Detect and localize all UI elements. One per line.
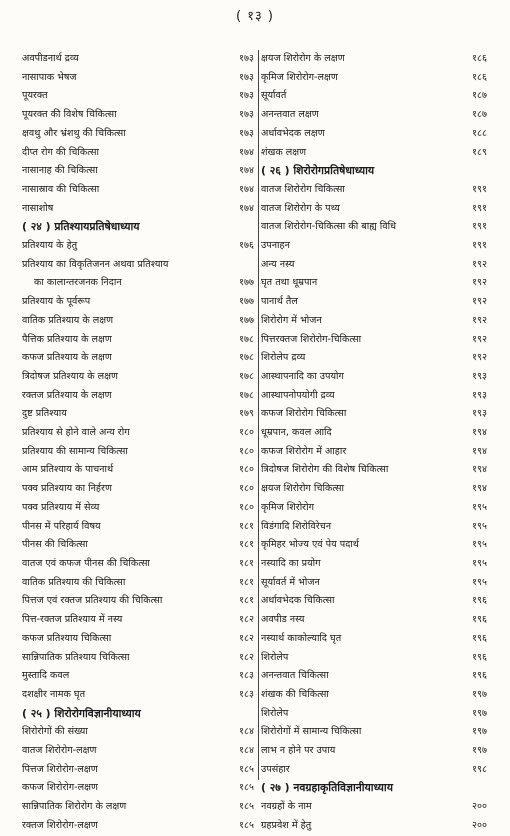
- entry-page-number: २००: [472, 819, 487, 831]
- entry-title: पित्तरक्तज शिरोरोग-चिकित्सा: [261, 333, 362, 345]
- entry-page-number: १७३: [239, 90, 254, 102]
- entry-title: सान्निपातिक प्रतिश्याय चिकित्सा: [22, 651, 130, 663]
- entry-page-number: १९१: [472, 202, 487, 214]
- entry-title: कफज प्रतिश्याय चिकित्सा: [22, 632, 112, 644]
- toc-entry: [261, 181, 491, 200]
- entry-page-number: १८०: [239, 501, 254, 513]
- entry-title: प्रतिश्याय के पूर्वरूप: [22, 296, 91, 308]
- entry-page-number: १७८: [239, 389, 254, 401]
- toc-entry: [261, 499, 491, 518]
- toc-entry: [261, 443, 491, 462]
- toc-entry: [261, 798, 491, 817]
- toc-entry: [22, 723, 258, 742]
- toc-entry: [22, 817, 258, 836]
- toc-entry: [22, 761, 258, 780]
- toc-entry: [261, 686, 491, 705]
- entry-title: नवग्रहों के नाम: [261, 801, 312, 813]
- entry-page-number: १७३: [239, 53, 254, 64]
- toc-entry: [261, 237, 491, 256]
- entry-title: कफज शिरोरोग चिकित्सा: [261, 408, 347, 420]
- entry-page-number: १९१: [472, 240, 487, 252]
- toc-entry: [261, 649, 491, 668]
- entry-page-number: १७४: [239, 202, 254, 214]
- toc-entry: [22, 125, 258, 144]
- entry-page-number: १८१: [239, 576, 254, 588]
- toc-entry: [22, 69, 258, 88]
- toc-entry: [261, 723, 491, 742]
- entry-title: आस्थापनोपयोगी द्रव्य: [261, 389, 335, 401]
- entry-title: कृमिहर भोज्य एवं पेय पदार्थ: [261, 539, 359, 551]
- toc-entry: [22, 555, 258, 574]
- entry-title: अर्धावभेदक लक्षण: [261, 127, 325, 139]
- toc-entry: [261, 331, 491, 350]
- toc-entry: [22, 536, 258, 555]
- toc-entry: [22, 611, 258, 630]
- entry-title: का कालान्तरजनक निदान: [34, 277, 122, 289]
- entry-page-number: १८९: [472, 146, 487, 158]
- entry-title: आम प्रतिश्याय के पाचनार्थ: [22, 464, 114, 476]
- entry-page-number: १७३: [239, 71, 254, 83]
- entry-page-number: १९५: [472, 501, 487, 513]
- toc-entry: [261, 761, 491, 780]
- toc-entry: [22, 387, 258, 406]
- entry-page-number: १७८: [239, 352, 254, 364]
- entry-page-number: १९४: [472, 445, 487, 457]
- toc-entry: [261, 817, 491, 836]
- entry-title: पूयरक्त: [22, 90, 48, 102]
- entry-title: उपसंहार: [261, 763, 290, 775]
- toc-entry: [261, 574, 491, 593]
- toc-entry: [22, 742, 258, 761]
- toc-entry: [261, 312, 491, 331]
- entry-page-number: १८१: [239, 557, 254, 569]
- entry-title: ( २५ ) शिरोरोगविज्ञानीयाध्याय: [22, 706, 141, 720]
- entry-title: वातज एवं कफज पीनस की चिकित्सा: [22, 557, 150, 569]
- chapter-heading: [261, 162, 491, 181]
- entry-title: दीप्त रोग की चिकित्सा: [22, 146, 99, 158]
- toc-entry: [22, 424, 258, 443]
- toc-entry: [261, 125, 491, 144]
- entry-page-number: १९२: [472, 333, 487, 345]
- entry-page-number: १९६: [472, 651, 487, 663]
- entry-page-number: १७९: [239, 408, 254, 420]
- entry-title: त्रिदोषज शिरोरोग की विशेष चिकित्सा: [261, 464, 389, 476]
- entry-title: ( २६ ) शिरोरोगप्रतिषेधाध्याय: [261, 164, 375, 178]
- entry-title: विडंगादि शिरोविरेचन: [261, 520, 332, 532]
- entry-title: वातिक प्रतिश्याय की चिकित्सा: [22, 576, 126, 588]
- entry-title: पक्व प्रतिश्याय का निर्हरण: [22, 483, 112, 495]
- entry-title: अर्धावभेदक चिकित्सा: [261, 595, 335, 607]
- chapter-heading: [22, 705, 258, 724]
- entry-page-number: १७४: [239, 165, 254, 177]
- entry-title: पक्व प्रतिश्याय में सेव्य: [22, 501, 100, 513]
- entry-page-number: १८३: [239, 688, 254, 700]
- entry-title: दशक्षीर नामक घृत: [22, 688, 86, 700]
- entry-title: शिरोलेप द्रव्य: [261, 352, 306, 364]
- entry-page-number: १८३: [239, 670, 254, 682]
- entry-title: शंखक लक्षण: [261, 146, 307, 158]
- toc-entry: [22, 274, 258, 293]
- entry-title: प्रतिश्याय से होने वाले अन्य रोग: [22, 427, 130, 439]
- toc-entry: [22, 144, 258, 163]
- entry-page-number: १९२: [472, 258, 487, 270]
- entry-title: शिरोलेप: [261, 651, 289, 663]
- chapter-heading: [22, 218, 258, 237]
- entry-title: कृमिज शिरोरोग: [261, 501, 314, 513]
- toc-entry: [22, 106, 258, 125]
- entry-page-number: १७८: [239, 333, 254, 345]
- toc-entry: [261, 405, 491, 424]
- toc-entry: [261, 87, 491, 106]
- toc-entry: [261, 611, 491, 630]
- toc-entry: [261, 461, 491, 480]
- entry-page-number: १७६: [239, 240, 254, 252]
- entry-page-number: १९७: [472, 688, 487, 700]
- entry-title: वातज शिरोरोग के पथ्य: [261, 202, 340, 214]
- entry-page-number: १८४: [239, 726, 254, 738]
- entry-title: ( २७ ) नवग्रहाकृतिविज्ञानीयाध्याय: [261, 781, 393, 795]
- toc-entry: [22, 686, 258, 705]
- entry-page-number: १८६: [472, 71, 487, 83]
- entry-page-number: १८२: [239, 614, 254, 626]
- entry-page-number: १९४: [472, 464, 487, 476]
- entry-page-number: १९७: [472, 726, 487, 738]
- toc-entry: [22, 480, 258, 499]
- entry-title: पित्तज शिरोरोग-लक्षण: [22, 763, 98, 775]
- entry-title: घृत तथा धूम्रपान: [261, 277, 318, 289]
- entry-page-number: १९५: [472, 520, 487, 532]
- entry-page-number: १८२: [239, 632, 254, 644]
- entry-page-number: १९५: [472, 557, 487, 569]
- toc-entry: [22, 87, 258, 106]
- toc-entry: [261, 667, 491, 686]
- toc-entry: [22, 779, 258, 798]
- entry-title: नासापाक भेषज: [22, 71, 77, 83]
- entry-page-number: १८१: [239, 539, 254, 551]
- entry-page-number: १९४: [472, 483, 487, 495]
- toc-entry: [261, 69, 491, 88]
- entry-page-number: १९७: [472, 745, 487, 757]
- toc-entry: [22, 331, 258, 350]
- entry-page-number: १९२: [472, 277, 487, 289]
- toc-entry: [261, 387, 491, 406]
- entry-title: पीनस में परिहार्य विषय: [22, 520, 101, 532]
- toc-entry: [22, 518, 258, 537]
- toc-entry: [261, 630, 491, 649]
- entry-title: वातज शिरोरोग-चिकित्सा की बाह्य विधि: [261, 221, 397, 233]
- toc-entry: [261, 480, 491, 499]
- entry-title: शिरोलेप: [261, 707, 289, 719]
- entry-title: अनन्तवात लक्षण: [261, 109, 319, 121]
- toc-entry: [261, 592, 491, 611]
- toc-entry: [261, 705, 491, 724]
- toc-entry: [261, 274, 491, 293]
- entry-page-number: १८४: [239, 745, 254, 757]
- entry-title: कफज शिरोरोग में आहार: [261, 445, 347, 457]
- entry-page-number: १७४: [239, 146, 254, 158]
- toc-left-column: [22, 50, 259, 831]
- toc-entry: [261, 518, 491, 537]
- entry-title: सूर्यावर्त: [261, 90, 287, 102]
- entry-page-number: १८१: [239, 595, 254, 607]
- entry-title: दुष्ट प्रतिश्याय: [22, 408, 67, 420]
- entry-title: अवपीडनार्थ द्रव्य: [22, 53, 79, 64]
- entry-title: शंखक की चिकित्सा: [261, 688, 329, 700]
- entry-title: कृमिज शिरोरोग-लक्षण: [261, 71, 338, 83]
- entry-page-number: १९२: [472, 352, 487, 364]
- toc-entry: [22, 499, 258, 518]
- toc-entry: [22, 293, 258, 312]
- entry-title: क्षयज शिरोरोग के लक्षण: [261, 53, 345, 64]
- entry-page-number: १९६: [472, 595, 487, 607]
- entry-page-number: १८७: [472, 90, 487, 102]
- toc-entry: [22, 592, 258, 611]
- entry-page-number: १९३: [472, 370, 487, 382]
- entry-page-number: १९४: [472, 427, 487, 439]
- toc-entry: [261, 536, 491, 555]
- entry-page-number: १७७: [239, 277, 254, 289]
- page-number: ( १३ ): [236, 9, 274, 24]
- entry-page-number: १७७: [239, 314, 254, 326]
- entry-page-number: १७४: [239, 183, 254, 195]
- entry-page-number: २००: [472, 801, 487, 813]
- entry-page-number: १९१: [472, 183, 487, 195]
- entry-title: पैत्तिक प्रतिश्याय के लक्षण: [22, 333, 112, 345]
- toc-entry: [22, 443, 258, 462]
- entry-page-number: १८६: [472, 53, 487, 64]
- entry-title: कफज प्रतिश्याय के लक्षण: [22, 352, 112, 364]
- entry-title: नस्यादि का प्रयोग: [261, 557, 321, 569]
- toc-entry: [22, 405, 258, 424]
- entry-page-number: १७८: [239, 370, 254, 382]
- entry-title: पूयरक्त की विशेष चिकित्सा: [22, 109, 117, 121]
- entry-title: वातज शिरोरोग चिकित्सा: [261, 183, 345, 195]
- toc-entry: [261, 424, 491, 443]
- entry-page-number: १८२: [239, 651, 254, 663]
- entry-title: रक्तज प्रतिश्याय के लक्षण: [22, 389, 112, 401]
- toc-entry: [22, 667, 258, 686]
- toc-entry: [22, 162, 258, 181]
- entry-title: पित्त-रक्तज प्रतिश्याय में नस्य: [22, 614, 123, 626]
- toc-entry: [22, 649, 258, 668]
- entry-title: वातिक प्रतिश्याय के लक्षण: [22, 314, 114, 326]
- toc-entry: [261, 50, 491, 69]
- entry-title: नस्यार्थ काकोल्यादि घृत: [261, 632, 342, 644]
- entry-page-number: १८१: [239, 520, 254, 532]
- entry-page-number: १८५: [239, 801, 254, 813]
- entry-title: नासानाह की चिकित्सा: [22, 165, 98, 177]
- entry-title: प्रतिश्याय का विकृतिजनन अथवा प्रतिश्याय: [22, 258, 169, 270]
- entry-title: त्रिदोषज प्रतिश्याय के लक्षण: [22, 370, 118, 382]
- toc-entry: [261, 742, 491, 761]
- entry-page-number: १८७: [472, 109, 487, 121]
- chapter-heading: [261, 779, 491, 798]
- toc-entry: [261, 368, 491, 387]
- toc-entry: [22, 630, 258, 649]
- toc-entry: [261, 200, 491, 219]
- entry-page-number: १८८: [472, 127, 487, 139]
- entry-page-number: १८५: [239, 782, 254, 794]
- toc-entry: [22, 312, 258, 331]
- entry-title: पानार्थ तैल: [261, 296, 298, 308]
- entry-title: पित्तज एवं रक्तज प्रतिश्याय की चिकित्सा: [22, 595, 163, 607]
- toc-entry: [22, 349, 258, 368]
- entry-title: ( २४ ) प्रतिश्यायप्रतिषेधाध्याय: [22, 220, 140, 234]
- entry-title: प्रतिश्याय के हेतु: [22, 240, 78, 252]
- entry-title: अनन्तवात चिकित्सा: [261, 670, 329, 682]
- entry-page-number: १९३: [472, 389, 487, 401]
- entry-page-number: १९५: [472, 539, 487, 551]
- entry-title: अन्य नस्य: [261, 258, 295, 270]
- entry-page-number: १७७: [239, 296, 254, 308]
- entry-page-number: १९७: [472, 707, 487, 719]
- entry-page-number: १७३: [239, 127, 254, 139]
- entry-title: लाभ न होने पर उपाय: [261, 745, 336, 757]
- entry-title: ग्रहप्रवेश में हेतु: [261, 819, 312, 831]
- entry-title: शिरोरोगों में सामान्य चिकित्सा: [261, 726, 362, 738]
- entry-page-number: १९३: [472, 408, 487, 420]
- entry-title: क्षयज शिरोरोग चिकित्सा: [261, 483, 345, 495]
- toc-entry: [22, 237, 258, 256]
- entry-title: नासास्राव की चिकित्सा: [22, 183, 100, 195]
- entry-page-number: १७३: [239, 109, 254, 121]
- toc-right-column: [261, 50, 491, 836]
- entry-page-number: १९६: [472, 632, 487, 644]
- toc-entry: [22, 50, 258, 69]
- entry-title: शिरोरोगों की संख्या: [22, 726, 88, 738]
- entry-page-number: १९५: [472, 576, 487, 588]
- entry-page-number: १९१: [472, 221, 487, 233]
- entry-page-number: १८५: [239, 819, 254, 831]
- entry-title: प्रतिश्याय की सामान्य चिकित्सा: [22, 445, 128, 457]
- entry-title: पीनस की चिकित्सा: [22, 539, 88, 551]
- entry-page-number: १९२: [472, 296, 487, 308]
- entry-title: रक्तज शिरोरोग-लक्षण: [22, 819, 98, 831]
- entry-title: क्षवथु और भ्रंशथु की चिकित्सा: [22, 127, 126, 139]
- toc-entry: [22, 200, 258, 219]
- toc-entry: [261, 106, 491, 125]
- toc-entry: [261, 293, 491, 312]
- toc-entry: [22, 461, 258, 480]
- toc-entry: [261, 218, 491, 237]
- entry-title: सूर्यावर्त में भोजन: [261, 576, 320, 588]
- toc-entry: [22, 256, 258, 275]
- toc-entry: [261, 349, 491, 368]
- entry-title: अवपीड नस्य: [261, 614, 305, 626]
- toc-entry: [22, 181, 258, 200]
- toc-entry: [261, 144, 491, 163]
- entry-page-number: १९८: [472, 763, 487, 775]
- entry-page-number: १८०: [239, 427, 254, 439]
- entry-page-number: १९२: [472, 314, 487, 326]
- entry-title: धूम्रपान, कवल आदि: [261, 427, 332, 439]
- entry-page-number: १९६: [472, 614, 487, 626]
- entry-title: नासाशोष: [22, 202, 54, 214]
- entry-page-number: १९६: [472, 670, 487, 682]
- entry-title: शिरोरोग में भोजन: [261, 314, 322, 326]
- entry-title: सान्निपातिक शिरोरोग के लक्षण: [22, 801, 127, 813]
- toc-entry: [22, 798, 258, 817]
- entry-page-number: १८०: [239, 464, 254, 476]
- entry-page-number: १८०: [239, 483, 254, 495]
- toc-entry: [22, 368, 258, 387]
- entry-title: मुस्तादि कवल: [22, 670, 70, 682]
- entry-title: उपनाहन: [261, 240, 290, 252]
- entry-page-number: १८५: [239, 763, 254, 775]
- toc-entry: [261, 555, 491, 574]
- toc-entry: [22, 574, 258, 593]
- entry-page-number: १८०: [239, 445, 254, 457]
- toc-entry: [261, 256, 491, 275]
- entry-title: वातज शिरोरोग-लक्षण: [22, 745, 97, 757]
- entry-title: कफज शिरोरोग-लक्षण: [22, 782, 98, 794]
- entry-title: आस्थापनादि का उपयोग: [261, 370, 344, 382]
